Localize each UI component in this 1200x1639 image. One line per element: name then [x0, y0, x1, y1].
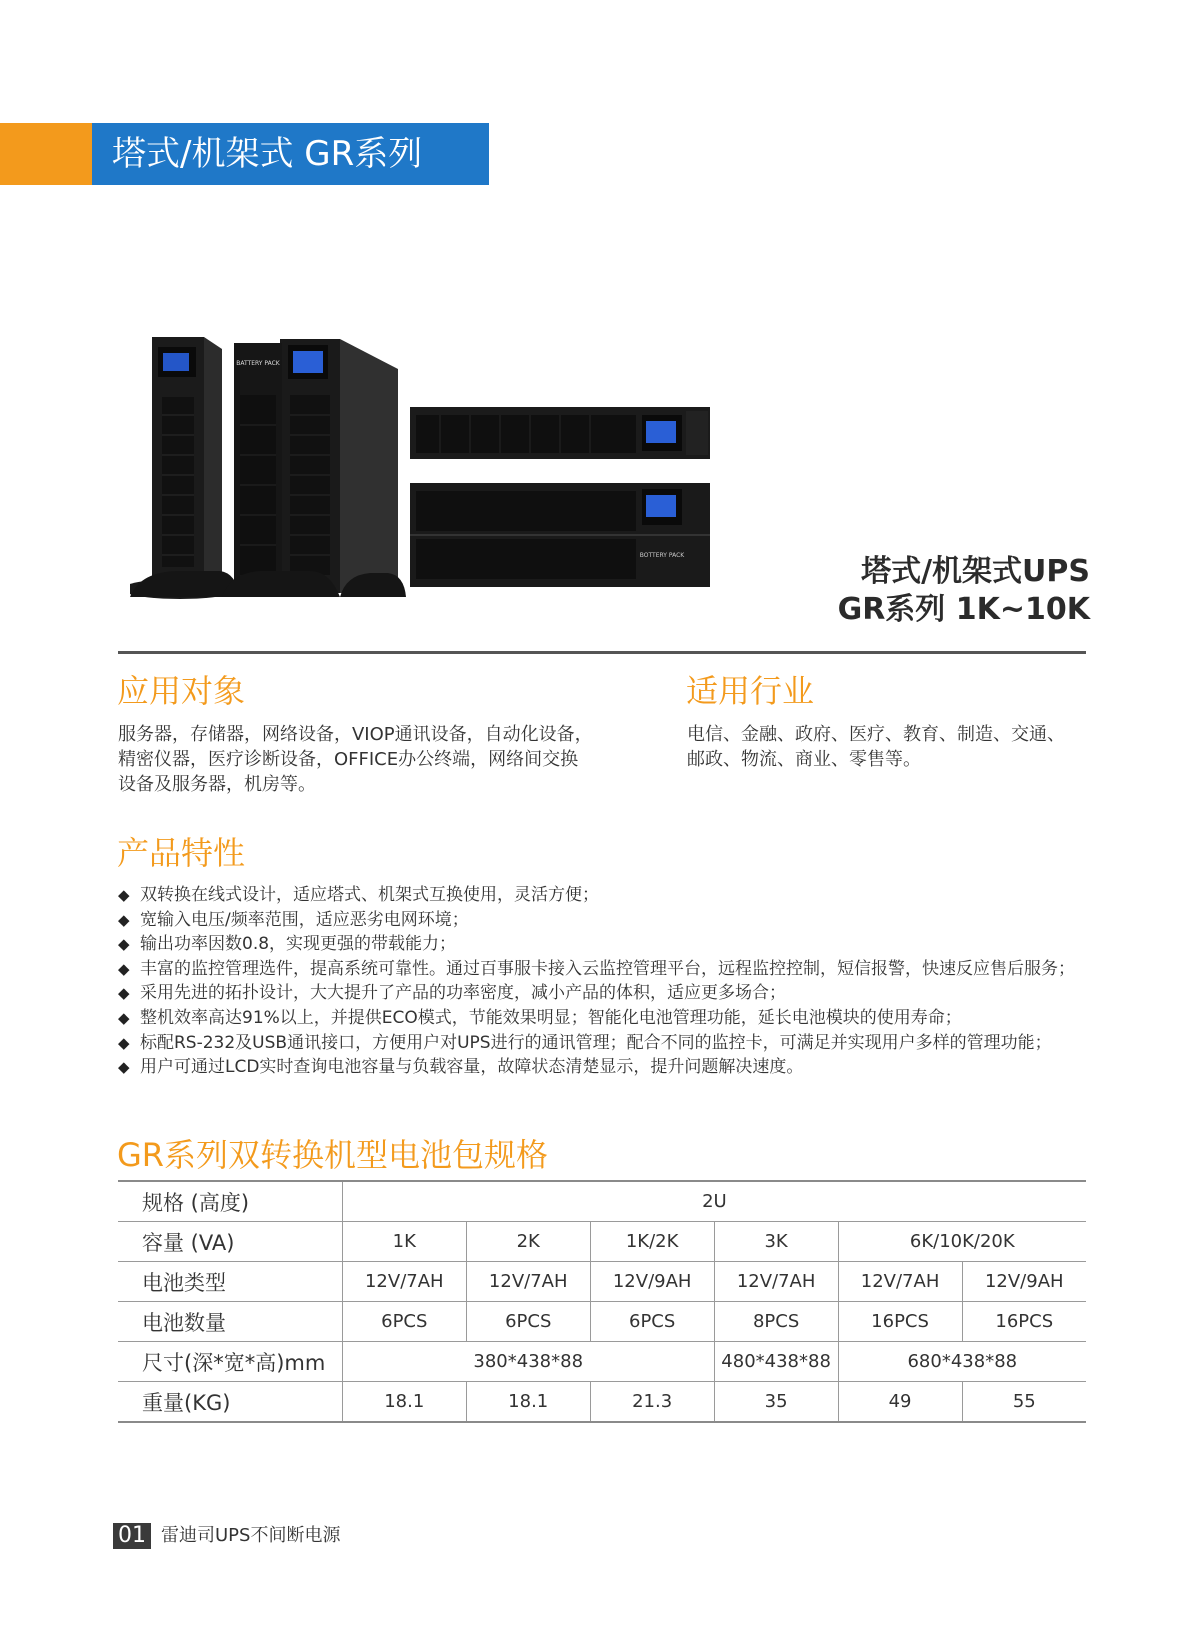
- table-cell: 6PCS: [466, 1302, 590, 1342]
- table-cell: 35: [714, 1382, 838, 1423]
- bullet-icon: ◆: [118, 910, 130, 929]
- bullet-icon: ◆: [118, 984, 130, 1003]
- spec-table: [118, 1180, 1086, 1423]
- table-row: [118, 1222, 1086, 1262]
- applications-line: 设备及服务器，机房等。: [118, 774, 316, 795]
- row-label: 容量 (VA): [118, 1222, 342, 1262]
- table-cell: 18.1: [466, 1382, 590, 1423]
- bullet-icon: ◆: [118, 935, 130, 954]
- row-label: 尺寸(深*宽*高)mm: [118, 1342, 342, 1382]
- industries-line: 邮政、物流、商业、零售等。: [687, 749, 921, 770]
- applications-line: 精密仪器，医疗诊断设备，OFFICE办公终端，网络间交换: [118, 749, 579, 770]
- list-item: ◆ 用户可通过LCD实时查询电池容量与负载容量，故障状态清楚显示，提升问题解决速度。: [118, 1055, 1075, 1080]
- product-title: [838, 553, 1090, 629]
- bullet-icon: ◆: [118, 886, 130, 904]
- table-cell: 12V/7AH: [342, 1262, 466, 1302]
- footer-text: 雷迪司UPS不间断电源: [161, 1525, 341, 1546]
- applications-heading: 应用对象: [117, 672, 246, 710]
- table-cell: 680*438*88: [838, 1342, 1086, 1382]
- table-cell: 16PCS: [962, 1302, 1086, 1342]
- table-cell: 480*438*88: [714, 1342, 838, 1382]
- table-cell: 6PCS: [590, 1302, 714, 1342]
- tower-ups-unit: [130, 337, 240, 599]
- bullet-icon: ◆: [118, 1008, 130, 1027]
- applications-line: 服务器，存储器，网络设备，VIOP通讯设备，自动化设备，: [118, 724, 593, 745]
- applications-text: [118, 722, 638, 797]
- rack-ups-unit: [410, 407, 710, 459]
- list-item: ◆ 输出功率因数0.8，实现更强的带载能力；: [118, 932, 1075, 957]
- table-cell: 3K: [714, 1222, 838, 1262]
- table-cell: 1K/2K: [590, 1222, 714, 1262]
- table-row: [118, 1181, 1086, 1222]
- rack-ups-with-battery: [410, 483, 710, 587]
- table-row: [118, 1342, 1086, 1382]
- row-label: 电池数量: [118, 1302, 342, 1342]
- row-label: 电池类型: [118, 1262, 342, 1302]
- table-cell: 12V/7AH: [714, 1262, 838, 1302]
- table-cell: 2U: [342, 1181, 1086, 1222]
- product-title-line1: 塔式/机架式UPS: [861, 554, 1090, 589]
- industries-heading: 适用行业: [686, 672, 815, 710]
- table-cell: 1K: [342, 1222, 466, 1262]
- divider: [118, 651, 1086, 654]
- table-cell: 12V/7AH: [466, 1262, 590, 1302]
- table-cell: 55: [962, 1382, 1086, 1423]
- table-cell: 2K: [466, 1222, 590, 1262]
- table-cell: 12V/9AH: [590, 1262, 714, 1302]
- table-cell: 8PCS: [714, 1302, 838, 1342]
- industries-text: [687, 722, 1107, 772]
- product-title-line2: GR系列 1K~10K: [837, 592, 1090, 627]
- list-item: ◆ 标配RS-232及USB通讯接口，方便用户对UPS进行的通讯管理；配合不同的监控卡，可满足并实现用户多样的管理功能；: [118, 1031, 1075, 1056]
- product-image: [130, 335, 750, 635]
- table-row: [118, 1382, 1086, 1423]
- list-item: ◆ 采用先进的拓扑设计，大大提升了产品的功率密度，减小产品的体积，适应更多场合；: [118, 981, 1075, 1006]
- features-list: [118, 883, 1075, 1080]
- page-title: 塔式/机架式 GR系列: [92, 123, 489, 185]
- tower-ups-unit-2: [280, 339, 398, 593]
- bullet-icon: ◆: [118, 959, 130, 978]
- features-heading: 产品特性: [117, 834, 246, 872]
- bullet-icon: ◆: [118, 1033, 130, 1052]
- page-number: 01: [113, 1523, 151, 1549]
- list-item: ◆ 整机效率高达91%以上，并提供ECO模式，节能效果明显；智能化电池管理功能，延长电池模块的使用寿命；: [118, 1006, 1075, 1031]
- spec-heading: GR系列双转换机型电池包规格: [117, 1136, 549, 1174]
- list-item: ◆ 丰富的监控管理选件，提高系统可靠性。通过百事服卡接入云监控管理平台，远程监控控制，短信报警，快速反应售后服务；: [118, 957, 1075, 982]
- row-label: 重量(KG): [118, 1382, 342, 1423]
- table-cell: 6PCS: [342, 1302, 466, 1342]
- table-cell: 6K/10K/20K: [838, 1222, 1086, 1262]
- industries-line: 电信、金融、政府、医疗、教育、制造、交通、: [687, 724, 1065, 745]
- battery-pack-label: BOTTERY PACK: [639, 552, 685, 559]
- banner-accent: [0, 123, 92, 185]
- list-item: ◆ 宽输入电压/频率范围，适应恶劣电网环境；: [118, 908, 1075, 933]
- table-cell: 49: [838, 1382, 962, 1423]
- table-cell: 12V/9AH: [962, 1262, 1086, 1302]
- table-row: [118, 1262, 1086, 1302]
- table-cell: 18.1: [342, 1382, 466, 1423]
- table-row: [118, 1302, 1086, 1342]
- bullet-icon: ◆: [118, 1058, 130, 1077]
- table-cell: 12V/7AH: [838, 1262, 962, 1302]
- table-cell: 380*438*88: [342, 1342, 714, 1382]
- list-item: ◆ 双转换在线式设计，适应塔式、机架式互换使用，灵活方便；: [118, 883, 1075, 908]
- row-label: 规格 (高度): [118, 1181, 342, 1222]
- table-cell: 21.3: [590, 1382, 714, 1423]
- battery-pack-label: BATTERY PACK: [236, 360, 280, 367]
- table-cell: 16PCS: [838, 1302, 962, 1342]
